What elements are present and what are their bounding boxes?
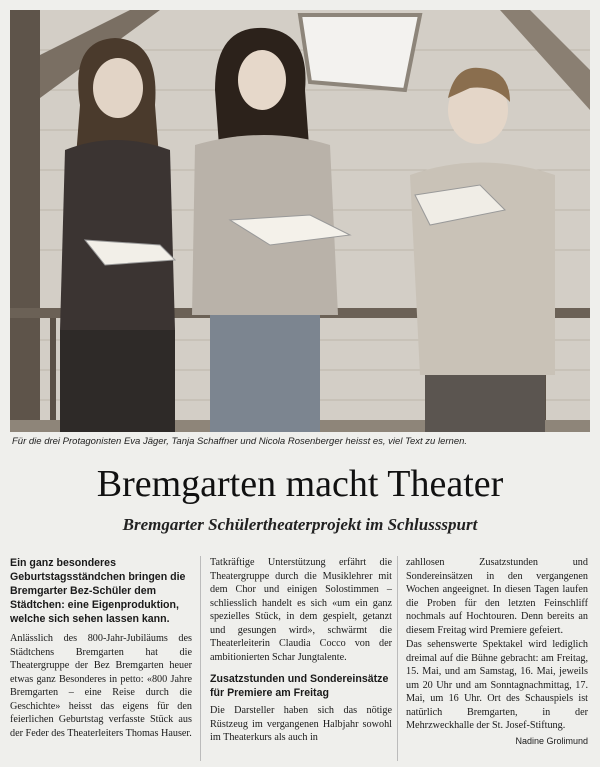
author-byline: Nadine Grolimund (515, 735, 588, 746)
body-paragraph: Das sehenswerte Spektakel wird lediglich dreimal auf die Bühne gebracht: am Freitag, 15. Mai, und am Samstag, 16. Mai, jeweils um 20 Uhr und am Sonntagnachmittag, 17. Mai, um 16 Uhr. Ort des Schauspiels ist natürlich Bremgarten, in der Mehrzweckhalle der St. Josef-Stiftung. (406, 639, 588, 731)
body-paragraph: zahllosen Zusatzstunden und Sondereinsätzen in den vergangenen Wochen angeeignet. In diesen Tagen laufen die Proben für den letzten Feinschliff nochmals auf Hochtouren. Denn bereits an diesem Freitag wird Premiere gefeiert. (406, 557, 588, 636)
section-subheading: Zusatzstunden und Sondereinsätze für Premiere am Freitag (210, 673, 389, 699)
column-2 (210, 556, 392, 746)
photo-caption: Für die drei Protagonisten Eva Jäger, Tanja Schaffner und Nicola Rosenberger heisst es, viel Text zu lernen. (12, 436, 468, 447)
body-paragraph: Anlässlich des 800-Jahr-Jubiläums des Städtchens Bremgarten hat die Theatergruppe der Bez Bremgarten heuer etwas ganz Besonderes in petto: «800 Jahre Bremgarten – eine Reise durch die Geschichte» heisst das eigens für den feierlichen Geburtstag verfasste Stück aus der Feder des Theaterleiters Thomas Hauser. (10, 633, 192, 739)
lead-paragraph: Ein ganz besonderes Geburtstagsständchen bringen die Bremgarter Bez-Schüler dem Städtchen: eine Eigenproduktion, welche sich sehen lassen kann. (10, 557, 186, 625)
article-headline: Bremgarten macht Theater (96, 463, 504, 505)
column-divider (200, 556, 201, 761)
column-divider (397, 556, 398, 761)
body-paragraph: Tatkräftige Unterstützung erfährt die Theatergruppe durch die Musiklehrer mit dem Chor und einigen Solostimmen – schliesslich handelt es sich «um ein ganz spezielles Stück, in dem gespielt, getanzt und gesungen wird», schwärmt die Theaterleiterin Claudia Cocco von der ambitionierten Schar Jungtalente. (210, 557, 392, 663)
column-3 (406, 556, 588, 749)
column-1 (10, 556, 192, 741)
article-subheadline: Bremgarter Schülertheaterprojekt im Schlussspurt (122, 515, 478, 534)
body-paragraph: Die Darsteller haben sich das nötige Rüstzeug im vergangenen Halbjahr sowohl im Theaterkurs als auch in (210, 705, 392, 743)
article-photo (10, 10, 590, 432)
photo-illustration (10, 10, 590, 432)
